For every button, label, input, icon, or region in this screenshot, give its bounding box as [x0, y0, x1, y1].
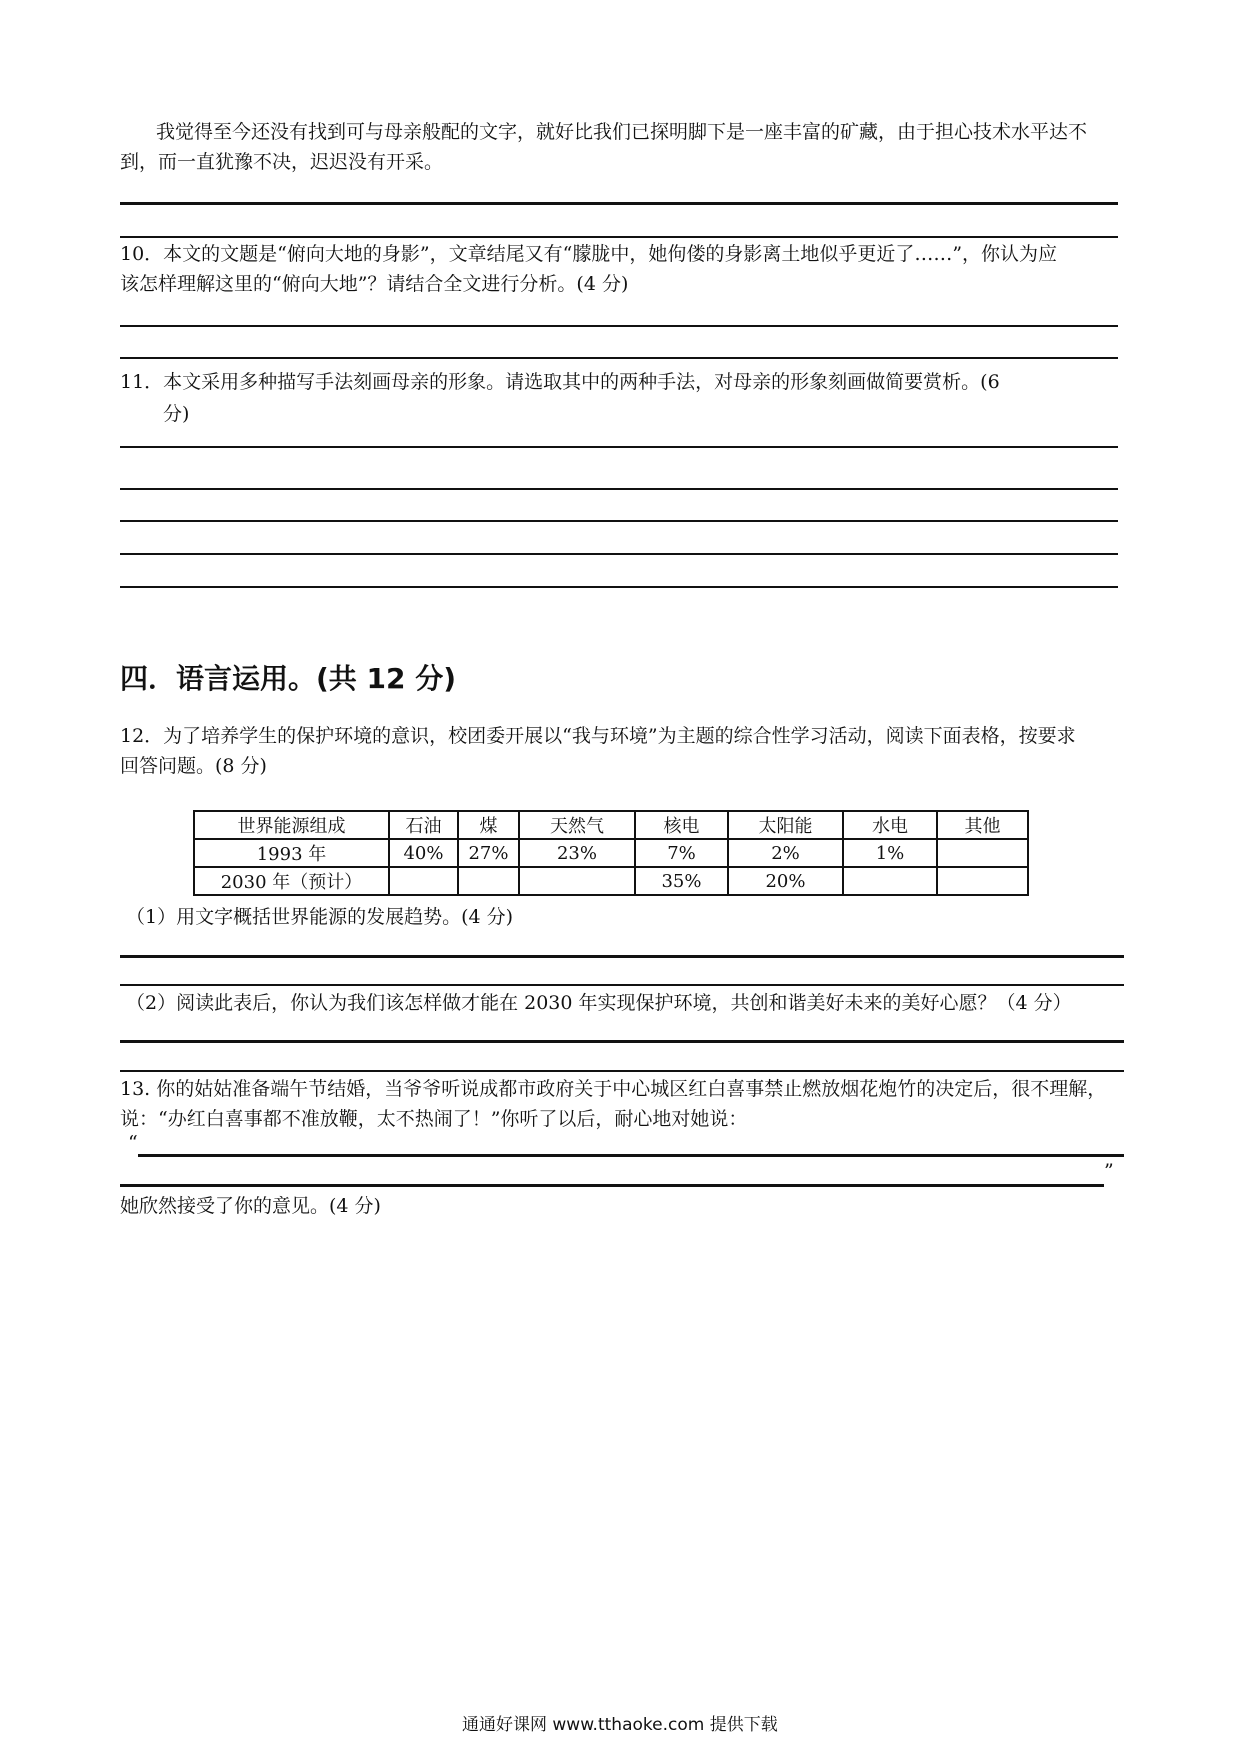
table-cell[interactable] — [937, 839, 1028, 867]
question-12-sub-1: （1）用文字概括世界能源的发展趋势。(4 分) — [126, 906, 514, 928]
answer-line[interactable] — [120, 955, 1124, 958]
table-cell[interactable] — [843, 867, 937, 895]
answer-line[interactable] — [120, 1070, 1124, 1072]
table-cell: 1993 年 — [194, 839, 389, 867]
answer-line[interactable] — [138, 1154, 1124, 1157]
answer-line[interactable] — [120, 446, 1118, 448]
table-header-cell: 其他 — [937, 811, 1028, 839]
table-header-cell: 水电 — [843, 811, 937, 839]
question-10-line-1: 10．本文的文题是“俯向大地的身影”，文章结尾又有“朦胧中，她佝偻的身影离土地似乎更近了……”，你认为应 — [120, 243, 1058, 265]
question-13-line-1: 13. 你的姑姑准备端午节结婚，当爷爷听说成都市政府关于中心城区红白喜事禁止燃放烟花炮竹的决定后，很不理解， — [120, 1078, 1107, 1100]
question-12-sub-2: （2）阅读此表后，你认为我们该怎样做才能在 2030 年实现保护环境，共创和谐美好未来的美好心愿？（4 分） — [126, 992, 1072, 1014]
table-cell: 2% — [728, 839, 843, 867]
answer-line[interactable] — [120, 586, 1118, 588]
answer-line[interactable] — [120, 1184, 1104, 1187]
table-cell: 2030 年（预计） — [194, 867, 389, 895]
question-11-line-1: 11．本文采用多种描写手法刻画母亲的形象。请选取其中的两种手法，对母亲的形象刻画做简要赏析。(6 — [120, 371, 1000, 393]
question-12-line-1: 12．为了培养学生的保护环境的意识，校团委开展以“我与环境”为主题的综合性学习活动，阅读下面表格，按要求 — [120, 725, 1076, 747]
answer-line[interactable] — [120, 357, 1118, 359]
question-13-line-3: 她欣然接受了你的意见。(4 分) — [120, 1195, 381, 1217]
table-cell[interactable] — [519, 867, 635, 895]
question-13-line-2: 说：“办红白喜事都不准放鞭，太不热闹了！”你听了以后，耐心地对她说： — [120, 1108, 748, 1130]
table-header-row — [194, 811, 1028, 839]
answer-line[interactable] — [120, 520, 1118, 522]
answer-line[interactable] — [120, 984, 1124, 986]
table-header-cell: 煤 — [458, 811, 519, 839]
answer-line[interactable] — [120, 202, 1118, 205]
table-cell: 27% — [458, 839, 519, 867]
question-10-line-2: 该怎样理解这里的“俯向大地”？请结合全文进行分析。(4 分) — [120, 273, 629, 295]
table-cell[interactable] — [458, 867, 519, 895]
question-11-line-2: 分) — [163, 403, 190, 425]
table-cell[interactable] — [937, 867, 1028, 895]
answer-line[interactable] — [120, 488, 1118, 490]
answer-line[interactable] — [120, 325, 1118, 327]
table-row — [194, 839, 1028, 867]
table-row — [194, 867, 1028, 895]
footer-text: 通通好课网 www.tthaoke.com 提供下载 — [462, 1715, 778, 1735]
open-quote: “ — [128, 1132, 138, 1154]
table-header-cell: 世界能源组成 — [194, 811, 389, 839]
table-cell: 20% — [728, 867, 843, 895]
passage-line-1: 我觉得至今还没有找到可与母亲般配的文字，就好比我们已探明脚下是一座丰富的矿藏，由于担心技术水平达不 — [156, 121, 1088, 143]
table-cell: 40% — [389, 839, 458, 867]
table-header-cell: 石油 — [389, 811, 458, 839]
answer-line[interactable] — [120, 1040, 1124, 1043]
table-header-cell: 天然气 — [519, 811, 635, 839]
section-heading: 四．语言运用。(共 12 分) — [120, 662, 457, 695]
table-header-cell: 太阳能 — [728, 811, 843, 839]
energy-table — [193, 810, 1029, 896]
answer-line[interactable] — [120, 236, 1118, 238]
answer-line[interactable] — [120, 553, 1118, 555]
table-header-cell: 核电 — [635, 811, 728, 839]
table-cell: 7% — [635, 839, 728, 867]
passage-line-2: 到，而一直犹豫不决，迟迟没有开采。 — [120, 151, 444, 173]
close-quote: ” — [1104, 1160, 1114, 1182]
question-12-line-2: 回答问题。(8 分) — [120, 755, 267, 777]
table-cell: 35% — [635, 867, 728, 895]
table-cell: 23% — [519, 839, 635, 867]
table-cell[interactable] — [389, 867, 458, 895]
table-cell: 1% — [843, 839, 937, 867]
